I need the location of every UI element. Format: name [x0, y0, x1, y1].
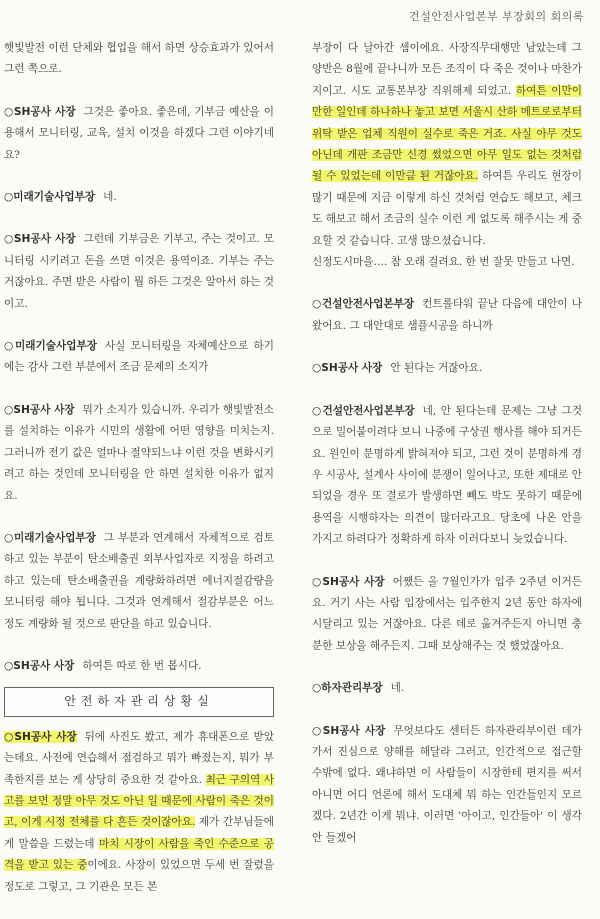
- speaker-label: ○하자관리부장: [312, 682, 383, 695]
- paragraph: [4, 400, 274, 507]
- left-column: [4, 38, 274, 919]
- paragraph: [312, 678, 582, 699]
- paragraph-text: 부장이 다 날아간 셈이에요. 사장직무대행만 남았는데 그 양반은 8월에 끝나니까 모든 조직이 다 죽은 것이나 마찬가지이고. 시도 교통본부장 직위해제 되었고.: [312, 42, 582, 97]
- paragraph-text: 뒤에 사진도 봤고, 제가 휴대폰으로 받았는데요. 사전에 연습해서 점검하고 뭐가 빠졌는지, 뭐가 부족한지를 보는 게 상당히 중요한 것 같아요.: [4, 730, 274, 786]
- paragraph: [4, 38, 274, 81]
- speaker-label: ○SH공사 사장: [4, 233, 76, 246]
- highlighted-text: 최근 구의역 사고를 보면 정말 아무 것도 아닌 일 때문에 사람이 죽은 것이고, 이게 시정 전체를 다 흔든 것이잖아요.: [4, 773, 274, 829]
- paragraph-text: 컨트롤타워 끝난 다음에 대안이 나왔어요. 그 대안대로 샘플시공을 하니까: [312, 298, 582, 332]
- paragraph-text: 신정도시마을…. 참 오래 걸려요. 한 번 잘못 만들고 나면.: [312, 256, 575, 269]
- paragraph-text: 하여튼 우리도 현장이 많기 때문에 지금 이렇게 하신 것처럼 연습도 해보고, 체크도 해보고 해서 조금의 실수 이런 게 없도록 해주시는 게 중요할 것 같습니다. 고생 많으셨습니다.: [312, 170, 582, 247]
- paragraph-text: 사실 모니터링을 자체예산으로 하기에는 감사 그런 부분에서 조금 문제의 소지가: [4, 340, 274, 374]
- running-header: 건설안전사업본부 부장회의 회의록: [409, 10, 584, 23]
- paragraph: [312, 572, 582, 658]
- paragraph-text: 안 된다는 거잖아요.: [390, 362, 483, 375]
- highlighted-text: 하여튼 이만이만한 일인데 하나하나 놓고 보면 서울시 산하 메트로로부터 위탁 받은 업체 직원이 실수로 죽은 거죠. 사실 아무 것도 아닌데 개판 조금만 신경 썼었으면 아무 일도 없는 것처럼 될 수 있었는데 이만큼 된 거잖아요.: [312, 84, 582, 183]
- paragraph-text: 이에요. 사장이 있었으면 두세 번 잘렸을 정도로 그렇고, 그 기관은 모든 본: [4, 859, 274, 893]
- paragraph-text: 그런데 기부금은 기부고, 주는 것이고. 모니터링 시키려고 돈을 쓰면 이것은 용역이죠. 기부는 주는 거잖아요. 주면 받은 사람이 뭘 하든 그것은 알아서 하는 것이고.: [4, 233, 274, 310]
- section-title-box: 안전하자관리상황실: [4, 687, 274, 716]
- paragraph: [312, 294, 582, 337]
- paragraph-text: 그 부분과 연계해서 자체적으로 검토하고 있는 부분이 탄소배출권 외부사업자로 지정을 하려고 하고 있는데 탄소배출권을 계량화하려면 에너지절감량을 모니터링 해야 됩니다. 그것과 연계해서 절감부분은 어느 정도 계량화 될 것으로 판단을 하고 있습니다.: [4, 531, 274, 630]
- paragraph-text: 햇빛발전 이런 단체와 협업을 해서 하면 상승효과가 있어서 그런 쪽으로.: [4, 42, 274, 76]
- speaker-label: ○SH공사 사장: [312, 575, 385, 588]
- speaker-label: ○SH공사 사장: [4, 730, 77, 743]
- paragraph: [312, 401, 582, 551]
- paragraph: [312, 721, 582, 849]
- paragraph: [4, 102, 274, 166]
- paragraph: [4, 528, 274, 635]
- speaker-label: ○SH공사 사장: [4, 105, 76, 118]
- paragraph: [4, 727, 274, 898]
- speaker-label: ○SH공사 사장: [4, 403, 75, 416]
- paragraph: [4, 229, 274, 315]
- speaker-label: ○SH공사 사장: [4, 659, 75, 672]
- paragraph-text: 네, 안 된다는데 문제는 그냥 그것으로 밀어붙이려다 보니 나중에 구상권 행사를 해야 되거든요. 원인이 분명하게 밝혀져야 되고, 그런 것이 분명하게 경우 시공사, 설계사 사이에 분쟁이 일어나고, 또한 제대로 안 되었을 경우 또 결로가 발생하면 빼도 박도 못하기 때문에 용역을 시행하자는 의견이 많더라고요. 당초에 나온 안을 가지고 하려다가 정확하게 하자 이러다보니 늦었습니다.: [312, 404, 582, 546]
- speaker-label: ○건설안전사업본부장: [312, 404, 415, 417]
- paragraph: [312, 358, 582, 379]
- paragraph-text: 무엇보다도 센터든 하자관리부이런 데가 가서 진심으로 양해를 해달라 그러고, 인간적으로 접근할 수밖에 없다. 왜냐하면 이 사람들이 시장한테 편지를 써서 아니면 어디 언론에 해서 도대체 뭐 하는 인간들인지 모르겠다. 2년간 이게 뭐냐. 이러면 '아이고, 인간들아' 이 생각 안 들겠어: [312, 724, 582, 844]
- paragraph-text: 네.: [390, 682, 405, 695]
- speaker-label: ○미래기술사업부장: [4, 340, 97, 353]
- speaker-label: ○SH공사 사장: [312, 362, 383, 375]
- paragraph: [312, 38, 582, 273]
- paragraph: [4, 187, 274, 208]
- paragraph-text: 뭐가 소지가 있습니까. 우리가 햇빛발전소를 설치하는 이유가 시민의 생활에 어떤 영향을 미치는지. 그러니까 전기 값은 얼마나 절약되느냐 이런 것을 변화시키려고 하는 것인데 모니터링을 안 하면 설치한 이유가 없지요.: [4, 403, 274, 502]
- speaker-label: ○건설안전사업본부장: [312, 298, 415, 311]
- right-column: [312, 38, 582, 870]
- speaker-label: ○미래기술사업부장: [4, 191, 96, 204]
- paragraph-text: 제가 간부님들에게 말씀을 드렸는데: [4, 816, 274, 850]
- paragraph-text: 그것은 좋아요. 좋은데, 기부금 예산을 이용해서 모니터링, 교육, 설치 이것을 하겠다 그런 이야기네요?: [4, 105, 274, 161]
- paragraph-text: 하여튼 따로 한 번 봅시다.: [82, 659, 202, 672]
- speaker-label: ○미래기술사업부장: [4, 531, 96, 544]
- paragraph: [4, 336, 274, 379]
- paragraph-text: 어쨌든 올 7월인가가 입주 2주년 이거든요. 거기 사는 사람 입장에서는 입주한지 2년 동안 하자에 시달리고 있는 거잖아요. 다른 데로 옮겨주든지 아니면 충분한 보상을 해주든지. 그때 보상해주는 것 했었잖아요.: [312, 575, 582, 652]
- speaker-label: ○SH공사 사장: [312, 724, 386, 737]
- paragraph-text: 네.: [103, 191, 117, 204]
- highlighted-text: 마치 시장이 사람을 죽인 수준으로 공격을 받고 있는 중: [4, 837, 274, 872]
- paragraph: [4, 656, 274, 677]
